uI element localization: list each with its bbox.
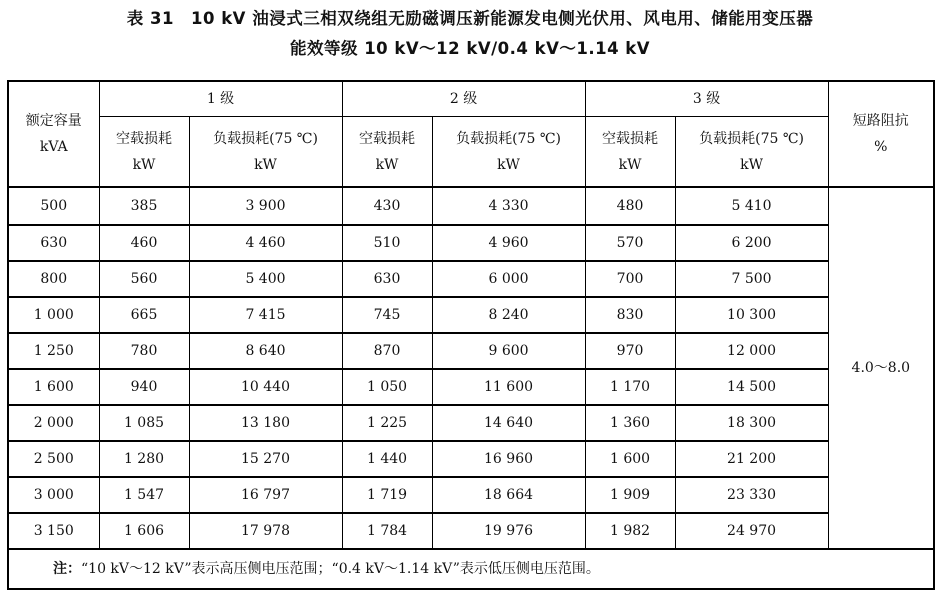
capacity-header [8,81,99,187]
capacity-cell: 1 250 [8,333,99,369]
noload-l2-cell: 510 [342,225,432,261]
table-row [8,441,934,477]
table-title: 表 31 10 kV 油浸式三相双绕组无励磁调压新能源发电侧光伏用、风电用、储能用变压器 [126,9,814,28]
table-row [8,333,934,369]
load-l3-cell: 21 200 [675,441,828,477]
capacity-cell: 2 000 [8,405,99,441]
table-note-row [8,549,934,589]
table-row [8,261,934,297]
noload-l1-cell: 1 547 [99,477,189,513]
load-unit: kW [740,156,763,173]
load-l2-cell: 14 640 [432,405,585,441]
load-l2-cell: 18 664 [432,477,585,513]
capacity-cell: 3 000 [8,477,99,513]
load-l1-cell: 13 180 [189,405,342,441]
noload-l2-cell: 1 440 [342,441,432,477]
impedance-header-unit: % [874,139,888,155]
noload-l1-cell: 460 [99,225,189,261]
load-label: 负载损耗(75 ℃) [456,130,561,147]
load-label: 负载损耗(75 ℃) [699,130,804,147]
capacity-cell: 800 [8,261,99,297]
impedance-header [828,81,934,187]
level-3-header: 3 级 [585,81,828,117]
table-row [8,225,934,261]
capacity-header-unit: kVA [39,139,68,155]
load-l2-cell: 11 600 [432,369,585,405]
noload-header-l1 [99,117,189,188]
noload-l3-cell: 1 600 [585,441,675,477]
noload-l3-cell: 1 982 [585,513,675,549]
load-l2-cell: 4 330 [432,187,585,225]
noload-l1-cell: 940 [99,369,189,405]
noload-unit: kW [132,156,156,173]
load-l1-cell: 15 270 [189,441,342,477]
load-l2-cell: 9 600 [432,333,585,369]
note-text: “10 kV～12 kV”表示高压侧电压范围；“0.4 kV～1.14 kV”表示低压侧电压范围。 [81,561,600,577]
noload-l3-cell: 480 [585,187,675,225]
efficiency-table [7,80,935,590]
noload-label: 空载损耗 [116,130,172,147]
capacity-cell: 3 150 [8,513,99,549]
noload-l1-cell: 560 [99,261,189,297]
level-2-header: 2 级 [342,81,585,117]
load-l3-cell: 5 410 [675,187,828,225]
load-l1-cell: 16 797 [189,477,342,513]
table-row [8,405,934,441]
noload-l2-cell: 1 784 [342,513,432,549]
noload-l2-cell: 630 [342,261,432,297]
load-l3-cell: 10 300 [675,297,828,333]
load-l2-cell: 8 240 [432,297,585,333]
table-subtitle: 能效等级 10 kV～12 kV/0.4 kV～1.14 kV [289,39,651,58]
table-row [8,187,934,225]
noload-header-l2 [342,117,432,188]
load-l3-cell: 14 500 [675,369,828,405]
load-l3-cell: 24 970 [675,513,828,549]
load-header-l1 [189,117,342,188]
noload-l2-cell: 1 050 [342,369,432,405]
load-header-l3 [675,117,828,188]
load-l2-cell: 19 976 [432,513,585,549]
load-l3-cell: 6 200 [675,225,828,261]
impedance-header-label: 短路阻抗 [852,113,909,129]
noload-l3-cell: 570 [585,225,675,261]
noload-l1-cell: 385 [99,187,189,225]
load-l1-cell: 8 640 [189,333,342,369]
load-l3-cell: 23 330 [675,477,828,513]
load-unit: kW [254,156,277,173]
level-1-header: 1 级 [99,81,342,117]
noload-l3-cell: 830 [585,297,675,333]
noload-l3-cell: 1 170 [585,369,675,405]
noload-l1-cell: 665 [99,297,189,333]
noload-l2-cell: 1 719 [342,477,432,513]
load-l1-cell: 10 440 [189,369,342,405]
load-l1-cell: 4 460 [189,225,342,261]
load-l2-cell: 4 960 [432,225,585,261]
noload-l3-cell: 1 360 [585,405,675,441]
noload-label: 空载损耗 [602,130,659,147]
load-l2-cell: 16 960 [432,441,585,477]
noload-header-l3 [585,117,675,188]
load-l3-cell: 7 500 [675,261,828,297]
table-row [8,477,934,513]
load-l2-cell: 6 000 [432,261,585,297]
noload-l2-cell: 1 225 [342,405,432,441]
noload-label: 空载损耗 [359,130,416,147]
table-note [8,549,934,589]
table-row [8,297,934,333]
load-label: 负载损耗(75 ℃) [213,130,318,147]
capacity-header-label: 额定容量 [25,113,82,129]
noload-l1-cell: 1 280 [99,441,189,477]
noload-l2-cell: 745 [342,297,432,333]
noload-l2-cell: 870 [342,333,432,369]
noload-l1-cell: 1 606 [99,513,189,549]
load-l1-cell: 17 978 [189,513,342,549]
load-l1-cell: 7 415 [189,297,342,333]
capacity-cell: 630 [8,225,99,261]
capacity-cell: 500 [8,187,99,225]
load-l1-cell: 5 400 [189,261,342,297]
load-unit: kW [497,156,520,173]
noload-l1-cell: 1 085 [99,405,189,441]
noload-l3-cell: 700 [585,261,675,297]
impedance-value: 4.0～8.0 [828,187,934,549]
load-l3-cell: 12 000 [675,333,828,369]
noload-l1-cell: 780 [99,333,189,369]
load-l3-cell: 18 300 [675,405,828,441]
table-row [8,513,934,549]
noload-l2-cell: 430 [342,187,432,225]
capacity-cell: 1 600 [8,369,99,405]
table-row [8,369,934,405]
load-header-l2 [432,117,585,188]
noload-unit: kW [618,156,642,173]
capacity-cell: 1 000 [8,297,99,333]
capacity-cell: 2 500 [8,441,99,477]
noload-l3-cell: 970 [585,333,675,369]
load-l1-cell: 3 900 [189,187,342,225]
note-lead: 注： [53,561,81,577]
noload-l3-cell: 1 909 [585,477,675,513]
noload-unit: kW [375,156,399,173]
